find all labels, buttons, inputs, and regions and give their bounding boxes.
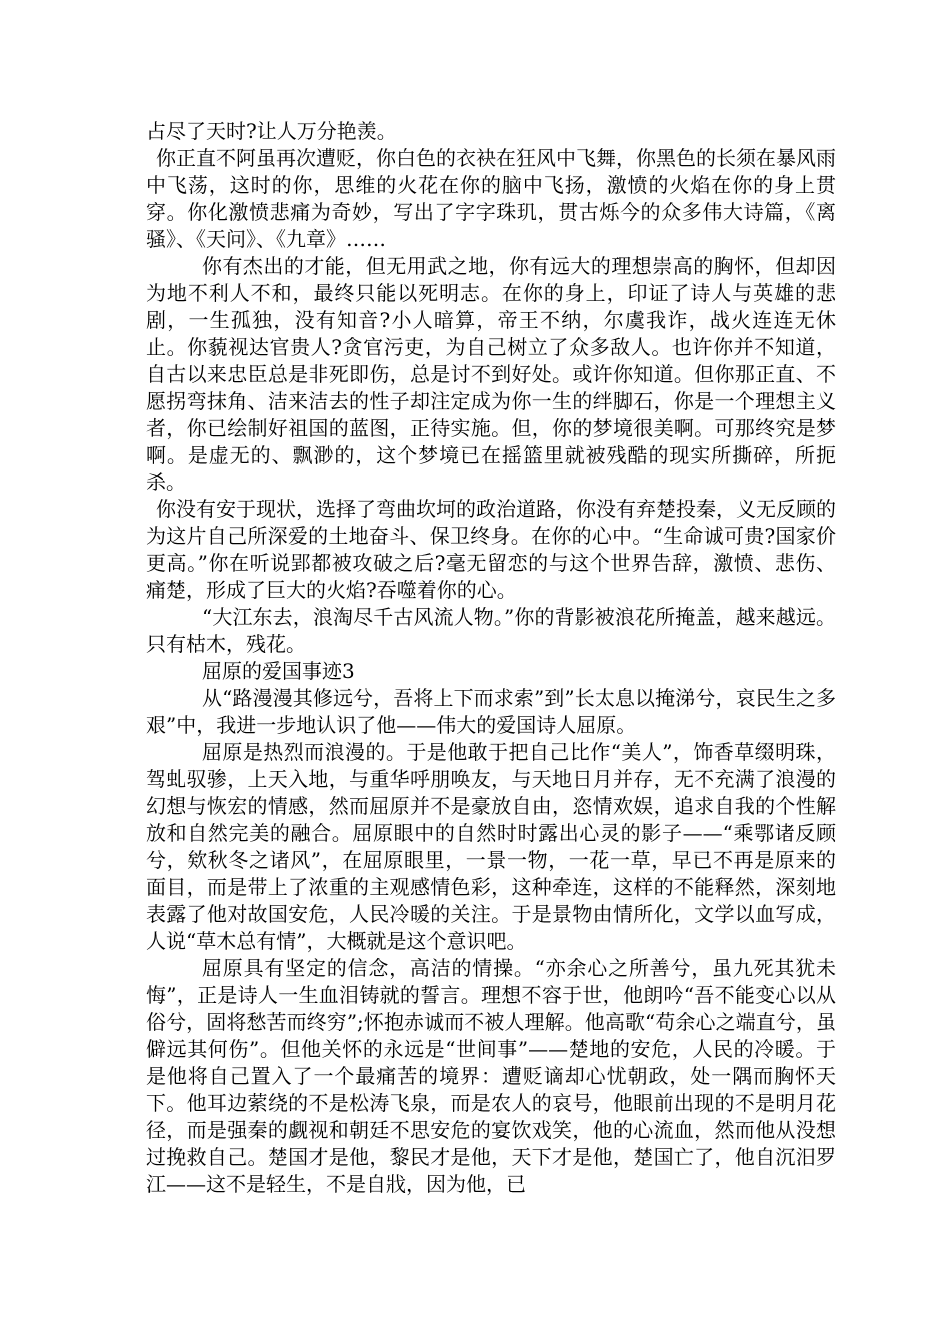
- paragraph-1: 占尽了天时?让人万分艳羡。: [146, 119, 397, 143]
- document-page: [146, 118, 836, 1198]
- section-heading: 屈原的爱国事迹3: [202, 659, 355, 683]
- paragraph-8: 屈原具有坚定的信念，高洁的情操。“亦余心之所善兮，虽九死其犹未悔”，正是诗人一生血泪铸就的誓言。理想不容于世，他朗吟“吾不能变心以从俗兮，固将愁苦而终穷”;怀抱赤诚而不被人理解。他高歌“苟余心之端直兮，虽僻远其何伤”。但他关怀的永远是“世间事”——楚地的安危，人民的冷暖。于是他将自己置入了一个最痛苦的境界：遭贬谪却心忧朝政，处一隅而胸怀天下。他耳边萦绕的不是松涛飞泉，而是农人的哀号，他眼前出现的不是明月花径，而是强秦的觑视和朝廷不思安危的宴饮戏笑，他的心流血，然而他从没想过挽救自己。楚国才是他，黎民才是他，天下才是他，楚国亡了，他自沉汨罗江——这不是轻生，不是自戕，因为他，已: [146, 956, 836, 1196]
- paragraph-6: 从“路漫漫其修远兮，吾将上下而求索”到”长太息以掩涕兮，哀民生之多艰”中，我进一步地认识了他——伟大的爱国诗人屈原。: [146, 686, 836, 737]
- paragraph-3: 你有杰出的才能，但无用武之地，你有远大的理想崇高的胸怀，但却因为地不利人不和，最终只能以死明志。在你的身上，印证了诗人与英雄的悲剧，一生孤独，没有知音?小人暗算，帝王不纳，尔虞我诈，战火连连无休止。你藐视达官贵人?贪官污吏，为自己树立了众多敌人。也许你并不知道，自古以来忠臣总是非死即伤，总是讨不到好处。或许你知道。但你那正直、不愿拐弯抹角、洁来洁去的性子却注定成为你一生的绊脚石，你是一个理想主义者，你已绘制好祖国的蓝图，正待实施。但，你的梦境很美啊。可那终究是梦啊。是虚无的、飘渺的，这个梦境已在摇篮里就被残酷的现实所撕碎，所扼杀。: [146, 254, 836, 494]
- paragraph-2: 你正直不阿虽再次遭贬，你白色的衣袂在狂风中飞舞，你黑色的长须在暴风雨中飞荡，这时的你，思维的火花在你的脑中飞扬，激愤的火焰在你的身上贯穿。你化激愤悲痛为奇妙，写出了字字珠玑，贯古烁今的众多伟大诗篇，《离骚》、《天问》、《九章》……: [146, 146, 836, 251]
- paragraph-4: 你没有安于现状，选择了弯曲坎坷的政治道路，你没有弃楚投秦，义无反顾的为这片自己所深爱的土地奋斗、保卫终身。在你的心中。“生命诚可贵?国家价更高。”你在听说郢都被攻破之后?毫无留恋的与这个世界告辞，激愤、悲伤、痛楚，形成了巨大的火焰?吞噬着你的心。: [146, 497, 836, 602]
- paragraph-7: 屈原是热烈而浪漫的。于是他敢于把自己比作“美人”，饰香草缀明珠，驾虬驭骖，上天入地，与重华呼朋唤友，与天地日月并存，无不充满了浪漫的幻想与恢宏的情感，然而屈原并不是豪放自由，恣情欢娱，追求自我的个性解放和自然完美的融合。屈原眼中的自然时时露出心灵的影子——“乘鄂诸反顾兮，欸秋冬之诸风”，在屈原眼里，一景一物，一花一草，早已不再是原来的面目，而是带上了浓重的主观感情色彩，这种牵连，这样的不能释然，深刻地表露了他对故国安危，人民冷暖的关注。于是景物由情所化，文学以血写成，人说“草木总有情”，大概就是这个意识吧。: [146, 740, 836, 953]
- paragraph-5: “大江东去，浪淘尽千古风流人物。”你的背影被浪花所掩盖，越来越远。只有枯木，残花。: [146, 605, 836, 656]
